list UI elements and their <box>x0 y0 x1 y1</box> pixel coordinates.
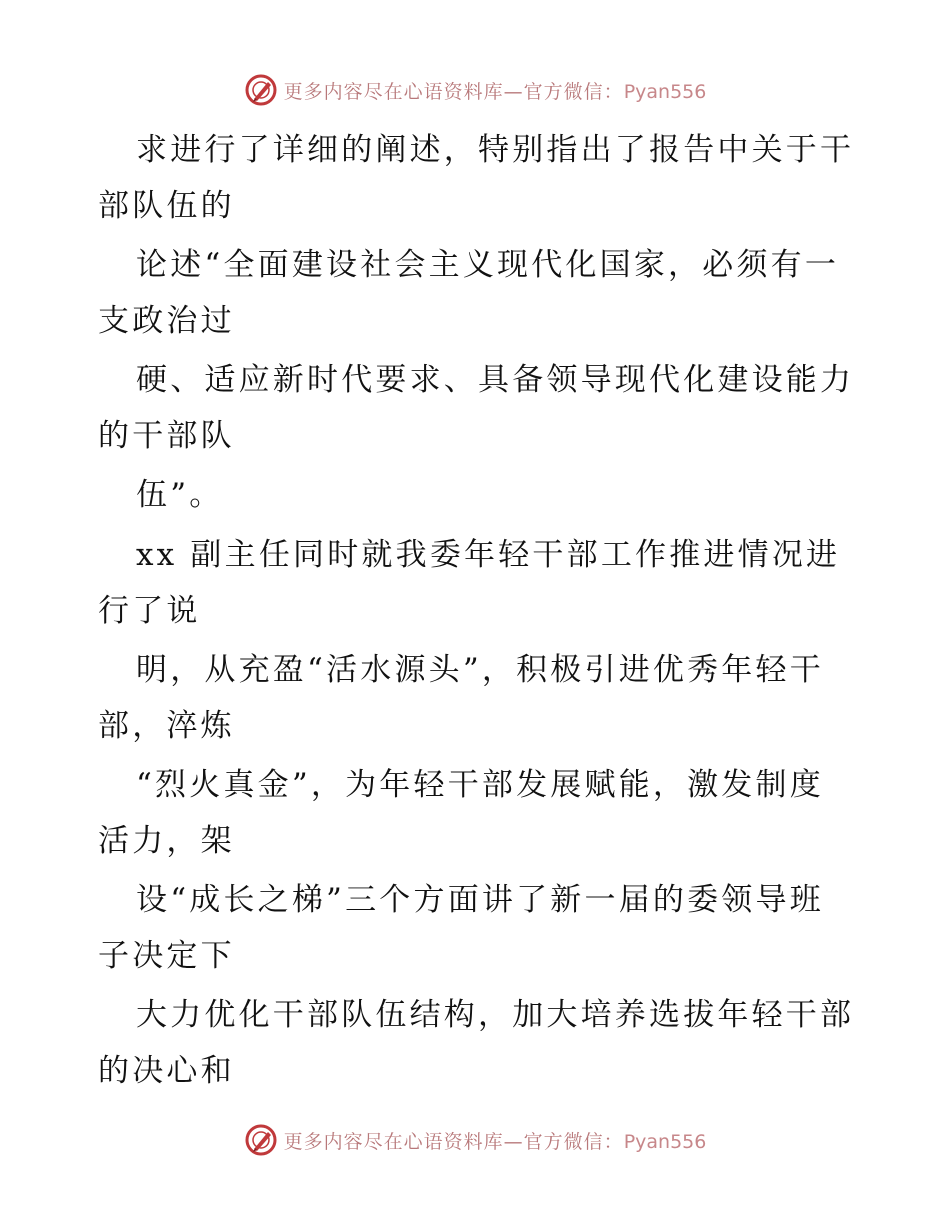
text-line: 明，从充盈“活水源头”，积极引进优秀年轻干 <box>136 652 824 688</box>
text-line: 部，淬炼 <box>98 708 235 744</box>
quill-pen-seal-icon <box>244 73 278 107</box>
text-line: 的决心和 <box>98 1053 235 1089</box>
watermark-text <box>284 77 707 104</box>
watermark-handle: Pyan556 <box>623 80 707 103</box>
watermark-text <box>284 1127 707 1154</box>
text-line: 行了说 <box>98 593 201 629</box>
header-watermark <box>0 70 950 110</box>
text-line: 求进行了详细的阐述，特别指出了报告中关于干 <box>136 132 855 168</box>
text-line: 支政治过 <box>98 303 235 339</box>
text-line: 活力，架 <box>98 823 235 859</box>
text-line: 子决定下 <box>98 938 235 974</box>
text-line: 硬、适应新时代要求、具备领导现代化建设能力 <box>136 362 855 398</box>
watermark-separator: — <box>503 1130 524 1153</box>
watermark-contact-label: 官方微信： <box>523 80 624 103</box>
text-line: xx 副主任同时就我委年轻干部工作推进情况进 <box>136 537 841 573</box>
text-line: 伍”。 <box>136 477 224 513</box>
text-line: 的干部队 <box>98 418 235 454</box>
text-line: 设“成长之梯”三个方面讲了新一届的委领导班 <box>136 882 824 918</box>
watermark-handle: Pyan556 <box>623 1130 707 1153</box>
text-line: 论述“全面建设社会主义现代化国家，必须有一 <box>136 247 840 283</box>
footer-watermark <box>0 1120 950 1160</box>
watermark-brand: 更多内容尽在心语资料库 <box>283 80 504 103</box>
text-line: “烈火真金”，为年轻干部发展赋能，激发制度 <box>136 767 824 803</box>
text-line: 部队伍的 <box>98 188 235 224</box>
watermark-brand: 更多内容尽在心语资料库 <box>283 1130 504 1153</box>
watermark-separator: — <box>503 80 524 103</box>
text-line: 大力优化干部队伍结构，加大培养选拔年轻干部 <box>136 997 855 1033</box>
quill-pen-seal-icon <box>244 1123 278 1157</box>
watermark-contact-label: 官方微信： <box>523 1130 624 1153</box>
